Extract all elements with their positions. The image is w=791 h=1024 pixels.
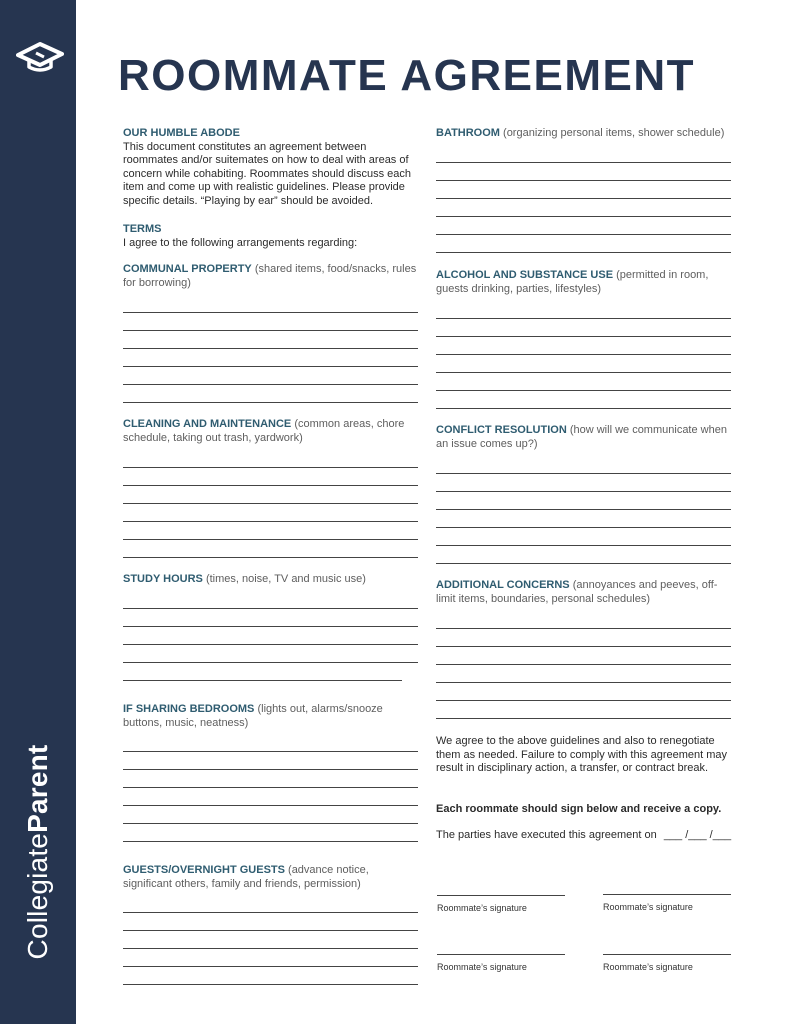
alcohol-write-line[interactable]: [436, 372, 731, 373]
study-hours-section: [123, 573, 418, 587]
conflict-write-line[interactable]: [436, 563, 731, 564]
cleaning-write-line[interactable]: [123, 467, 418, 468]
bedrooms-write-line[interactable]: [123, 787, 418, 788]
bathroom-write-line[interactable]: [436, 180, 731, 181]
cleaning-write-line[interactable]: [123, 485, 418, 486]
conflict-write-line[interactable]: [436, 473, 731, 474]
conflict-write-line[interactable]: [436, 527, 731, 528]
alcohol-write-line[interactable]: [436, 318, 731, 319]
terms-block: [123, 223, 420, 250]
study-heading: STUDY HOURS: [123, 573, 203, 585]
signature-line-4[interactable]: [603, 954, 731, 955]
alcohol-write-line[interactable]: [436, 390, 731, 391]
guests-write-line[interactable]: [123, 966, 418, 967]
additional-write-line[interactable]: [436, 664, 731, 665]
communal-heading: COMMUNAL PROPERTY: [123, 263, 252, 275]
bedrooms-write-line[interactable]: [123, 841, 418, 842]
bathroom-hint: (organizing personal items, shower schedule): [503, 127, 725, 139]
signature-line-2[interactable]: [603, 894, 731, 895]
guests-heading: GUESTS/OVERNIGHT GUESTS: [123, 864, 285, 876]
bathroom-section: [436, 127, 732, 141]
conflict-hint: (how will we communicate when an issue comes up?): [436, 424, 727, 450]
brand-part1: Collegiate: [22, 832, 53, 960]
brand-part2: Parent: [22, 744, 53, 833]
bathroom-heading: BATHROOM: [436, 127, 500, 139]
alcohol-write-line[interactable]: [436, 354, 731, 355]
page-title: ROOMMATE AGREEMENT: [118, 51, 695, 100]
study-write-line[interactable]: [123, 662, 418, 663]
graduation-cap-logo-icon: [16, 40, 64, 74]
sign-instruction: Each roommate should sign below and receive a copy.: [436, 803, 722, 815]
guests-hint: (advance notice, significant others, family and friends, permission): [123, 864, 369, 890]
bathroom-write-line[interactable]: [436, 252, 731, 253]
communal-write-line[interactable]: [123, 312, 418, 313]
bedrooms-write-line[interactable]: [123, 751, 418, 752]
communal-property-section: [123, 263, 418, 290]
additional-section: [436, 579, 732, 606]
guests-section: [123, 864, 418, 891]
conflict-heading: CONFLICT RESOLUTION: [436, 424, 567, 436]
cleaning-write-line[interactable]: [123, 503, 418, 504]
intro-heading: OUR HUMBLE ABODE: [123, 127, 240, 139]
terms-body: I agree to the following arrangements regarding:: [123, 236, 358, 249]
bedrooms-section: [123, 703, 418, 730]
guests-write-line[interactable]: [123, 912, 418, 913]
communal-write-line[interactable]: [123, 384, 418, 385]
guests-write-line[interactable]: [123, 948, 418, 949]
additional-hint: (annoyances and peeves, off-limit items, boundaries, personal schedules): [436, 579, 718, 605]
additional-write-line[interactable]: [436, 700, 731, 701]
signature-label-3: Roommate’s signature: [437, 962, 527, 972]
terms-heading: TERMS: [123, 223, 162, 235]
alcohol-heading: ALCOHOL AND SUBSTANCE USE: [436, 269, 614, 281]
cleaning-write-line[interactable]: [123, 539, 418, 540]
study-write-line[interactable]: [123, 644, 418, 645]
bathroom-write-line[interactable]: [436, 198, 731, 199]
additional-write-line[interactable]: [436, 682, 731, 683]
additional-write-line[interactable]: [436, 718, 731, 719]
collegiate-parent-brand: [22, 745, 54, 960]
bathroom-write-line[interactable]: [436, 234, 731, 235]
bedrooms-write-line[interactable]: [123, 769, 418, 770]
alcohol-hint: (permitted in room, guests drinking, parties, lifestyles): [436, 269, 709, 295]
cleaning-write-line[interactable]: [123, 557, 418, 558]
additional-heading: ADDITIONAL CONCERNS: [436, 579, 570, 591]
communal-hint: (shared items, food/snacks, rules for borrowing): [123, 263, 417, 289]
communal-write-line[interactable]: [123, 366, 418, 367]
cleaning-hint: (common areas, chore schedule, taking out trash, yardwork): [123, 418, 405, 444]
executed-line: [436, 829, 756, 843]
communal-write-line[interactable]: [123, 330, 418, 331]
signature-line-1[interactable]: [437, 895, 565, 896]
communal-write-line[interactable]: [123, 402, 418, 403]
bedrooms-write-line[interactable]: [123, 805, 418, 806]
study-write-line[interactable]: [123, 608, 418, 609]
guests-write-line[interactable]: [123, 930, 418, 931]
cleaning-heading: CLEANING AND MAINTENANCE: [123, 418, 292, 430]
bedrooms-hint: (lights out, alarms/snooze buttons, music, neatness): [123, 703, 383, 729]
alcohol-section: [436, 269, 732, 296]
signature-line-3[interactable]: [437, 954, 565, 955]
agreement-text: We agree to the above guidelines and also to renegotiate them as needed. Failure to comply with this agreement may result in disciplinary action, a transfer, or contract break.: [436, 735, 728, 774]
signature-label-1: Roommate’s signature: [437, 903, 527, 913]
bathroom-write-line[interactable]: [436, 162, 731, 163]
executed-text: The parties have executed this agreement on: [436, 829, 657, 841]
additional-write-line[interactable]: [436, 628, 731, 629]
study-write-line[interactable]: [123, 680, 402, 681]
conflict-write-line[interactable]: [436, 491, 731, 492]
additional-write-line[interactable]: [436, 646, 731, 647]
date-blanks[interactable]: ___ /___ /___: [663, 829, 732, 841]
communal-write-line[interactable]: [123, 348, 418, 349]
cleaning-section: [123, 418, 418, 445]
cleaning-write-line[interactable]: [123, 521, 418, 522]
sidebar: [0, 0, 76, 1024]
guests-write-line[interactable]: [123, 984, 418, 985]
study-write-line[interactable]: [123, 626, 418, 627]
bedrooms-write-line[interactable]: [123, 823, 418, 824]
intro-block: [123, 127, 420, 208]
study-hint: (times, noise, TV and music use): [205, 573, 366, 585]
alcohol-write-line[interactable]: [436, 408, 731, 409]
signature-label-4: Roommate’s signature: [603, 962, 693, 972]
conflict-write-line[interactable]: [436, 509, 731, 510]
signature-label-2: Roommate’s signature: [603, 902, 693, 912]
intro-body: This document constitutes an agreement between roommates and/or suitemates on how to deal with areas of concern while cohabiting. Roommates should discuss each item and come up with realistic guidelines. Please provide specific details. “Playing by ear” should be avoided.: [123, 140, 411, 207]
conflict-write-line[interactable]: [436, 545, 731, 546]
conflict-section: [436, 424, 736, 451]
alcohol-write-line[interactable]: [436, 336, 731, 337]
bathroom-write-line[interactable]: [436, 216, 731, 217]
bedrooms-heading: IF SHARING BEDROOMS: [123, 703, 255, 715]
